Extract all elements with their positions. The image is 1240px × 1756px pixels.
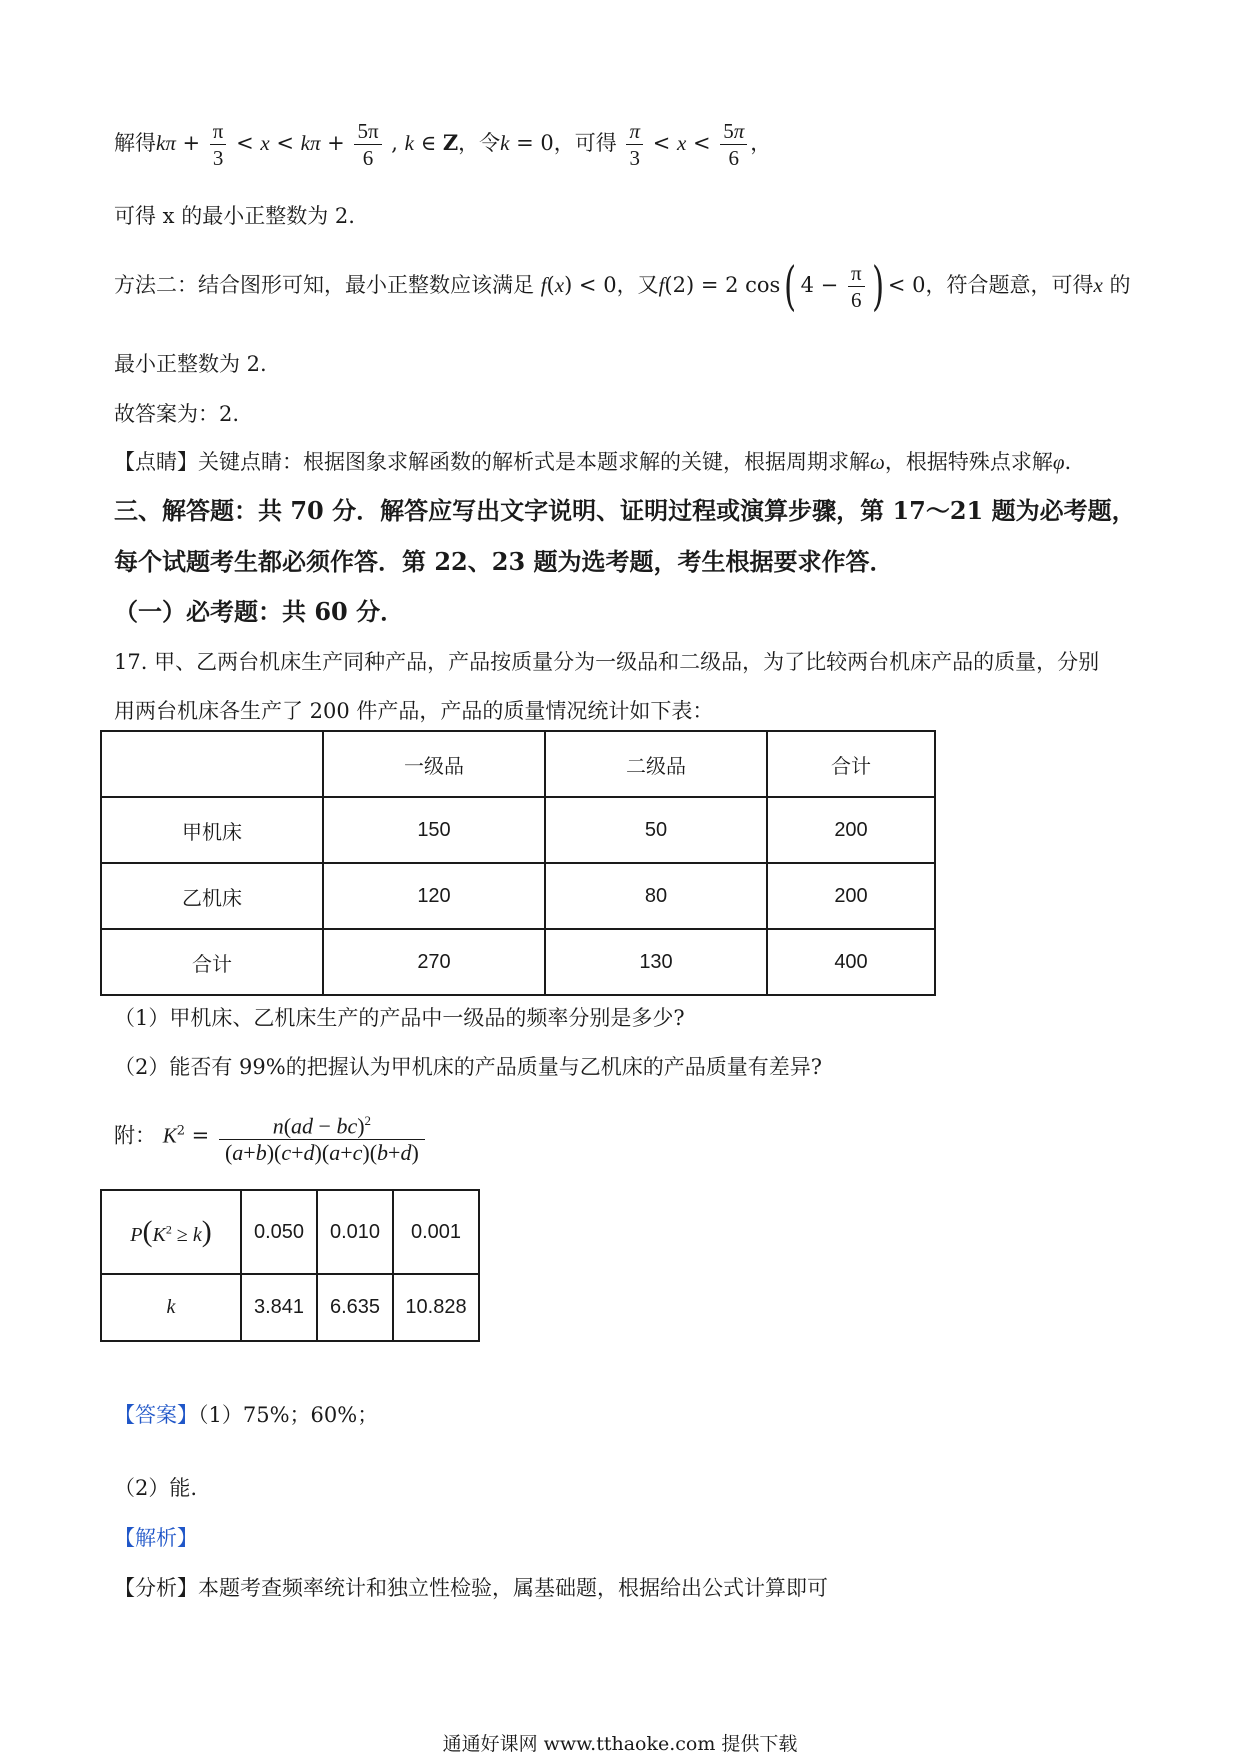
tip-line: 【点睛】关键点睛：根据图象求解函数的解析式是本题求解的关键，根据周期求解ω，根据特殊点求解φ. <box>114 450 1072 474</box>
text-end: 的 <box>1109 273 1131 297</box>
header-cell: 二级品 <box>545 731 767 797</box>
question-line-1: 17. 甲、乙两台机床生产同种产品，产品按质量分为一级品和二级品，为了比较两台机床产品的质量，分别 <box>114 650 1100 674</box>
answer-tag: 【答案】 <box>114 1403 198 1427</box>
fraction-pi-3-b: $\frac{\pi}{3}$ <box>626 118 643 171</box>
header-cell <box>101 731 323 797</box>
appendix-formula: 附： $K^2$ = $\frac{n(ad - bc)^2}{(a+b)(c+d)(a+c)(b+d)}$ <box>114 1108 428 1166</box>
row-label: $P(K^2 \ge k)$ <box>101 1190 241 1274</box>
k-critical-table <box>100 1189 480 1342</box>
table-row <box>101 1274 479 1341</box>
solution-line-4: 最小正整数为 2. <box>114 352 267 376</box>
question-line-2: 用两台机床各生产了 200 件产品，产品的质量情况统计如下表： <box>114 699 714 723</box>
fenxi-line <box>114 1574 828 1602</box>
header-cell: 合计 <box>767 731 935 797</box>
table-row <box>101 1190 479 1274</box>
table-cell: 130 <box>545 929 767 995</box>
page-footer: 通通好课网 www.tthaoke.com 提供下载 <box>442 1733 798 1755</box>
text-mid: ，又 <box>616 273 659 297</box>
section-heading-line-2: 每个试题考生都必须作答．第 22、23 题为选考题，考生根据要求作答． <box>114 547 894 576</box>
table-header-row <box>101 731 935 797</box>
table-row <box>101 863 935 929</box>
row-label: 甲机床 <box>101 797 323 863</box>
fraction-pi-3: $\frac{\pi}{3}$ <box>210 118 227 171</box>
k-squared-fraction: $\frac{n(ad - bc)^2}{(a+b)(c+d)(a+c)(b+d)}$ <box>219 1108 425 1166</box>
table-cell: 0.010 <box>317 1190 393 1274</box>
table-cell: 270 <box>323 929 545 995</box>
tip-tag: 【点睛】 <box>114 450 198 474</box>
table-cell: 200 <box>767 863 935 929</box>
row-label: 乙机床 <box>101 863 323 929</box>
analysis-tag-text: 【解析】 <box>114 1526 198 1550</box>
solution-line-1: 解得kπ + $\frac{\pi}{3}$ < x < kπ + $\frac{5\pi}{6}$ , k ∈ Z，令k = 0，可得 $\frac{\pi}{3}$ < x < $\frac{5\pi}{6}$ ， <box>114 119 772 170</box>
fraction-5pi-6: $\frac{5\pi}{6}$ <box>354 118 381 171</box>
fraction-5pi-6-b: $\frac{5\pi}{6}$ <box>720 118 747 171</box>
row-label: 合计 <box>101 929 323 995</box>
analysis-tag <box>114 1524 198 1552</box>
answer-line-1 <box>114 1401 378 1429</box>
table-cell: 400 <box>767 929 935 995</box>
table-cell: 200 <box>767 797 935 863</box>
fraction-pi-6: $\frac{\pi}{6}$ <box>848 260 865 313</box>
table-row <box>101 797 935 863</box>
question-part-2: （2）能否有 99%的把握认为甲机床的产品质量与乙机床的产品质量有差异? <box>114 1055 822 1079</box>
table-cell: 150 <box>323 797 545 863</box>
tip-text: 关键点睛：根据图象求解函数的解析式是本题求解的关键，根据周期求解 <box>198 450 870 474</box>
table-cell: 50 <box>545 797 767 863</box>
fenxi-text: 本题考查频率统计和独立性检验，属基础题，根据给出公式计算即可 <box>198 1576 828 1600</box>
section-heading-line-1: 三、解答题：共 70 分．解答应写出文字说明、证明过程或演算步骤，第 17～21 题为必考题， <box>114 496 1136 525</box>
table-cell: 10.828 <box>393 1274 479 1341</box>
table-cell: 120 <box>323 863 545 929</box>
fenxi-tag: 【分析】 <box>114 1576 198 1600</box>
sub-heading: （一）必考题：共 60 分． <box>114 597 405 626</box>
text-tail: ，符合题意，可得 <box>925 273 1094 297</box>
text-tail: ，可得 <box>553 131 617 155</box>
row-label: k <box>101 1274 241 1341</box>
answer-line-2: （2）能. <box>114 1476 198 1500</box>
appendix-label: 附： <box>114 1123 156 1148</box>
table-cell: 0.050 <box>241 1190 317 1274</box>
quality-table <box>100 730 936 996</box>
answer-text: （1）75%；60%； <box>198 1403 379 1427</box>
tip-end: . <box>1064 450 1072 474</box>
table-cell: 0.001 <box>393 1190 479 1274</box>
table-cell: 3.841 <box>241 1274 317 1341</box>
table-cell: 6.635 <box>317 1274 393 1341</box>
solution-line-3: 方法二：结合图形可知，最小正整数应该满足 f(x) < 0，又f(2) = 2 cos( 4 − $\frac{\pi}{6}$ ) < 0，符合题意，可得x 的 <box>114 256 1131 317</box>
text-mid: ，令 <box>458 131 501 155</box>
text-end: ， <box>750 131 772 155</box>
question-part-1: （1）甲机床、乙机床生产的产品中一级品的频率分别是多少? <box>114 1006 685 1030</box>
solution-line-5: 故答案为：2. <box>114 402 240 426</box>
table-row <box>101 929 935 995</box>
table-cell: 80 <box>545 863 767 929</box>
header-cell: 一级品 <box>323 731 545 797</box>
text-lead: 方法二：结合图形可知，最小正整数应该满足 <box>114 273 534 297</box>
solution-line-2: 可得 x 的最小正整数为 2. <box>114 204 355 228</box>
text-lead: 解得 <box>114 131 156 155</box>
tip-mid: ，根据特殊点求解 <box>884 450 1053 474</box>
